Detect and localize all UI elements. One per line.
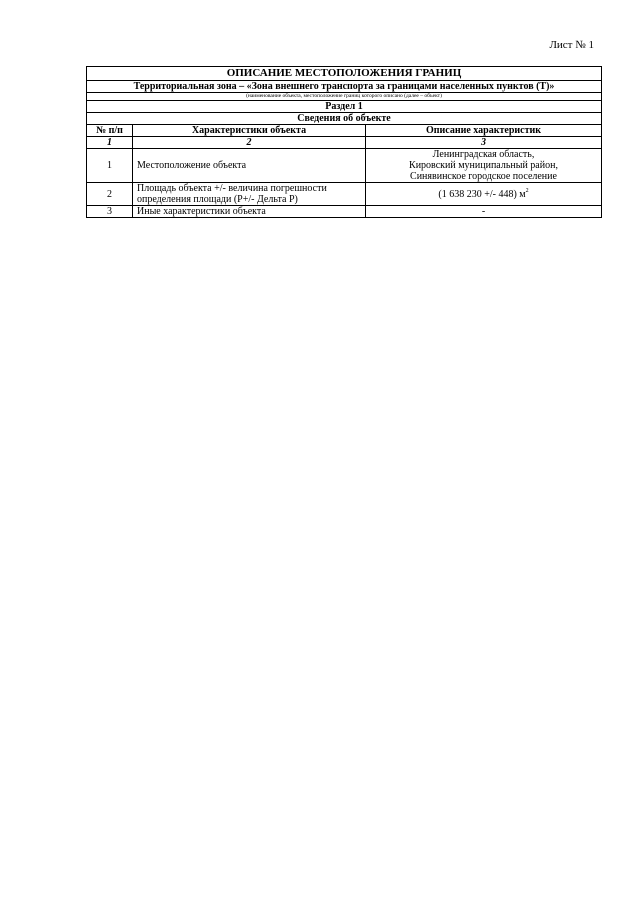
column-index-row bbox=[87, 137, 602, 149]
column-index-3: 3 bbox=[366, 137, 602, 149]
boundary-description-table bbox=[86, 66, 602, 218]
row-number: 3 bbox=[87, 206, 133, 218]
table-row bbox=[87, 206, 602, 218]
row-number: 2 bbox=[87, 183, 133, 206]
column-index-2: 2 bbox=[133, 137, 366, 149]
table-row bbox=[87, 149, 602, 183]
section-subtitle: Сведения об объекте bbox=[87, 113, 602, 125]
section-title: Раздел 1 bbox=[87, 101, 602, 113]
zone-note: (наименование объекта, местоположение границ которого описано (далее – объект) bbox=[87, 93, 602, 101]
description-line: Синявинское городское поселение bbox=[410, 171, 557, 182]
characteristic-line: определения площади (Р+/- Дельта Р) bbox=[137, 194, 298, 205]
characteristic-line: Площадь объекта +/- величина погрешности bbox=[137, 183, 327, 194]
row-description bbox=[366, 183, 602, 206]
column-header-num: № п/п bbox=[87, 125, 133, 137]
area-unit-exponent: 2 bbox=[525, 187, 529, 194]
row-description: - bbox=[366, 206, 602, 218]
row-description bbox=[366, 149, 602, 183]
column-header-characteristic: Характеристики объекта bbox=[133, 125, 366, 137]
zone-name: Территориальная зона – «Зона внешнего транспорта за границами населенных пунктов (Т)» bbox=[87, 81, 602, 93]
row-characteristic bbox=[133, 183, 366, 206]
row-characteristic: Иные характеристики объекта bbox=[133, 206, 366, 218]
row-number: 1 bbox=[87, 149, 133, 183]
document-title: ОПИСАНИЕ МЕСТОПОЛОЖЕНИЯ ГРАНИЦ bbox=[87, 67, 602, 81]
description-line: Кировский муниципальный район, bbox=[409, 160, 558, 171]
column-header-row bbox=[87, 125, 602, 137]
row-characteristic: Местоположение объекта bbox=[133, 149, 366, 183]
description-line: Ленинградская область, bbox=[432, 149, 535, 160]
column-index-1: 1 bbox=[87, 137, 133, 149]
sheet-number: Лист № 1 bbox=[549, 39, 594, 51]
table-row bbox=[87, 183, 602, 206]
area-value: (1 638 230 +/- 448) м bbox=[438, 188, 526, 200]
column-header-description: Описание характеристик bbox=[366, 125, 602, 137]
